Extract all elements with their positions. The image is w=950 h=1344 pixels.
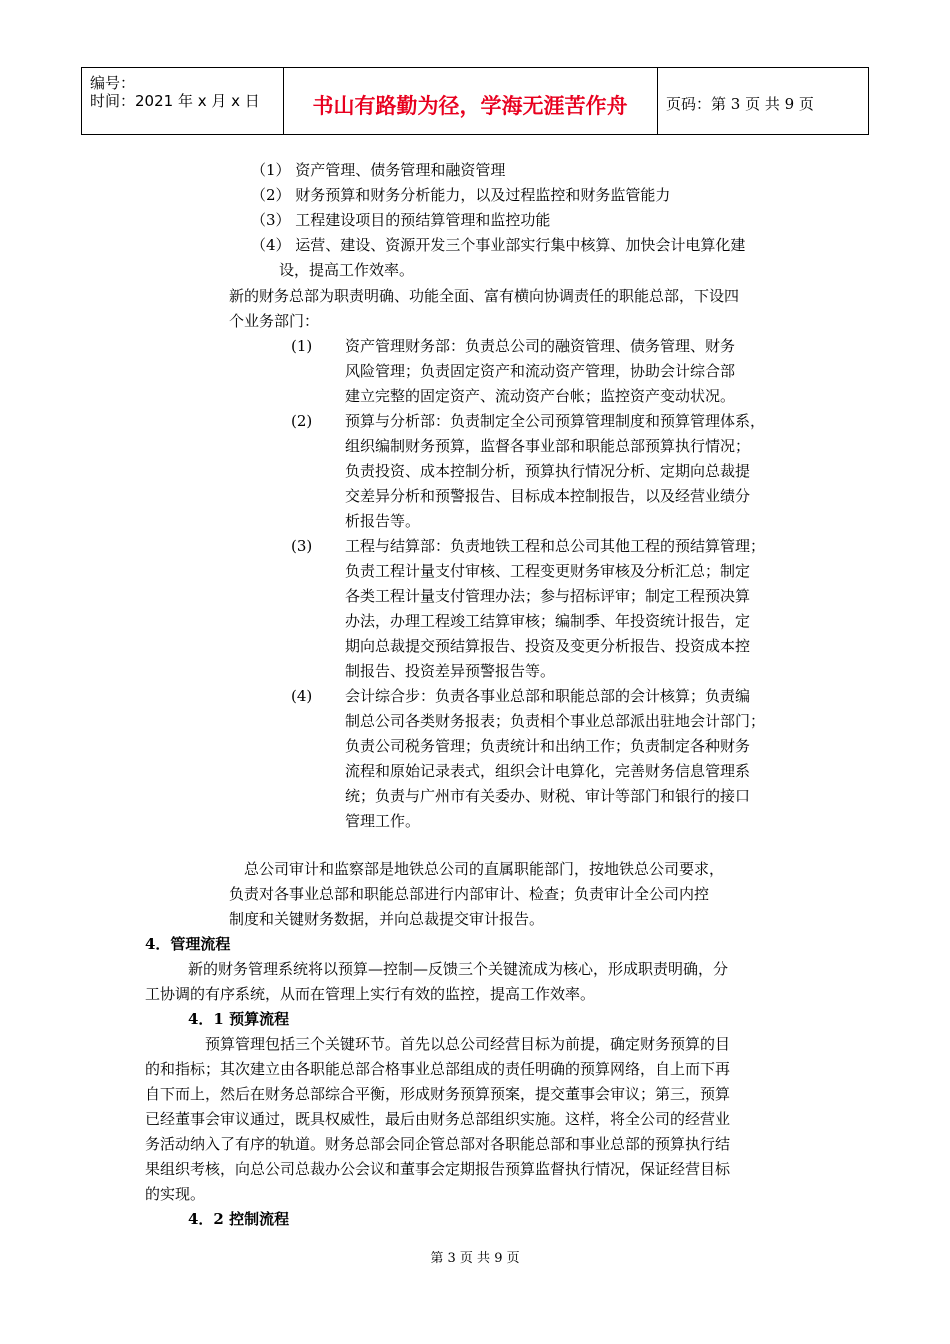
dept-4-line: 统；负责与广州市有关委办、财税、审计等部门和银行的接口 [345, 787, 751, 805]
intro-line-2: 个业务部门： [229, 312, 320, 330]
dept-4-line: 制总公司各类财务报表；负责相个事业总部派出驻地会计部门； [345, 712, 766, 730]
dept-4-line: 流程和原始记录表式，组织会计电算化，完善财务信息管理系 [345, 762, 751, 780]
section-4-2-heading: 4．2 控制流程 [188, 1210, 290, 1228]
dept-3-line: 期向总裁提交预结算报告、投资及变更分析报告、投资成本控 [345, 637, 751, 655]
section-4-line: 工协调的有序系统，从而在管理上实行有效的监控，提高工作效率。 [145, 985, 596, 1003]
list1-item-2: （2） 财务预算和财务分析能力，以及过程监控和财务监管能力 [251, 186, 671, 204]
section-4-1-line: 自下而上，然后在财务总部综合平衡，形成财务预算预案，提交董事会审议；第三，预算 [145, 1085, 731, 1103]
dept-4-line: 会计综合步：负责各事业总部和职能总部的会计核算；负责编 [345, 687, 751, 705]
page-footer: 第 3 页 共 9 页 [430, 1251, 520, 1266]
header-meta-cell [82, 68, 284, 134]
dept-3-line: 负责工程计量支付审核、工程变更财务审核及分析汇总；制定 [345, 562, 751, 580]
page-label: 页码：第 3 页 共 9 页 [666, 95, 814, 113]
header-table [81, 67, 869, 135]
dept-1-line: 风险管理；负责固定资产和流动资产管理，协助会计综合部 [345, 362, 736, 380]
dept-3-line: 办法，办理工程竣工结算审核；编制季、年投资统计报告，定 [345, 612, 751, 630]
dept-2-line: 预算与分析部：负责制定全公司预算管理制度和预算管理体系， [345, 412, 766, 430]
audit-line: 制度和关键财务数据，并向总裁提交审计报告。 [229, 910, 545, 928]
section-4-1-line: 已经董事会审议通过，既具权威性，最后由财务总部组织实施。这样，将全公司的经营业 [145, 1110, 731, 1128]
dept-2-line: 负责投资、成本控制分析，预算执行情况分析、定期向总裁提 [345, 462, 751, 480]
intro-line-1: 新的财务总部为职责明确、功能全面、富有横向协调责任的职能总部，下设四 [229, 287, 740, 305]
section-4-1-line: 的和指标；其次建立由各职能总部合格事业总部组成的责任明确的预算网络，自上而下再 [145, 1060, 731, 1078]
section-4-line: 新的财务管理系统将以预算—控制—反馈三个关键流成为核心，形成职责明确，分 [188, 960, 729, 978]
audit-line: 负责对各事业总部和职能总部进行内部审计、检查；负责审计全公司内控 [229, 885, 710, 903]
dept-3-line: 各类工程计量支付管理办法；参与招标评审；制定工程预决算 [345, 587, 751, 605]
dept-1-line: 建立完整的固定资产、流动资产台帐；监控资产变动状况。 [345, 387, 736, 405]
number-label: 编号： [90, 74, 136, 92]
dept-1-number: (1) [291, 337, 313, 355]
list1-item-3: （3） 工程建设项目的预结算管理和监控功能 [251, 211, 551, 229]
dept-4-line: 管理工作。 [345, 812, 421, 830]
section-4-1-heading: 4．1 预算流程 [188, 1010, 290, 1028]
header-page-cell [658, 68, 868, 134]
list1-item-1: （1） 资产管理、债务管理和融资管理 [251, 161, 506, 179]
list1-item-4: （4） 运营、建设、资源开发三个事业部实行集中核算、加快会计电算化建 [251, 236, 746, 254]
dept-3-line: 工程与结算部：负责地铁工程和总公司其他工程的预结算管理； [345, 537, 766, 555]
dept-3-line: 制报告、投资差异预警报告等。 [345, 662, 556, 680]
dept-2-line: 析报告等。 [345, 512, 421, 530]
dept-2-line: 组织编制财务预算，监督各事业部和职能总部预算执行情况； [345, 437, 751, 455]
audit-line: 总公司审计和监察部是地铁总公司的直属职能部门，按地铁总公司要求， [244, 860, 725, 878]
section-4-heading: 4．管理流程 [145, 935, 231, 953]
dept-4-number: (4) [291, 687, 313, 705]
dept-2-line: 交差异分析和预警报告、目标成本控制报告，以及经营业绩分 [345, 487, 751, 505]
list1-item-4-cont: 设，提高工作效率。 [279, 261, 415, 279]
dept-3-number: (3) [291, 537, 313, 555]
section-4-1-line: 果组织考核，向总公司总裁办公会议和董事会定期报告预算监督执行情况，保证经营目标 [145, 1160, 731, 1178]
dept-4-line: 负责公司税务管理；负责统计和出纳工作；负责制定各种财务 [345, 737, 751, 755]
time-label: 时间：2021 年 x 月 x 日 [90, 92, 260, 110]
slogan: 书山有路勤为径，学海无涯苦作舟 [312, 94, 628, 118]
header-slogan-cell [283, 68, 658, 134]
section-4-1-line: 预算管理包括三个关键环节。首先以总公司经营目标为前提，确定财务预算的目 [205, 1035, 731, 1053]
dept-2-number: (2) [291, 412, 313, 430]
section-4-1-line: 的实现。 [145, 1185, 206, 1203]
dept-1-line: 资产管理财务部：负责总公司的融资管理、债务管理、财务 [345, 337, 736, 355]
section-4-1-line: 务活动纳入了有序的轨道。财务总部会同企管总部对各职能总部和事业总部的预算执行结 [145, 1135, 731, 1153]
